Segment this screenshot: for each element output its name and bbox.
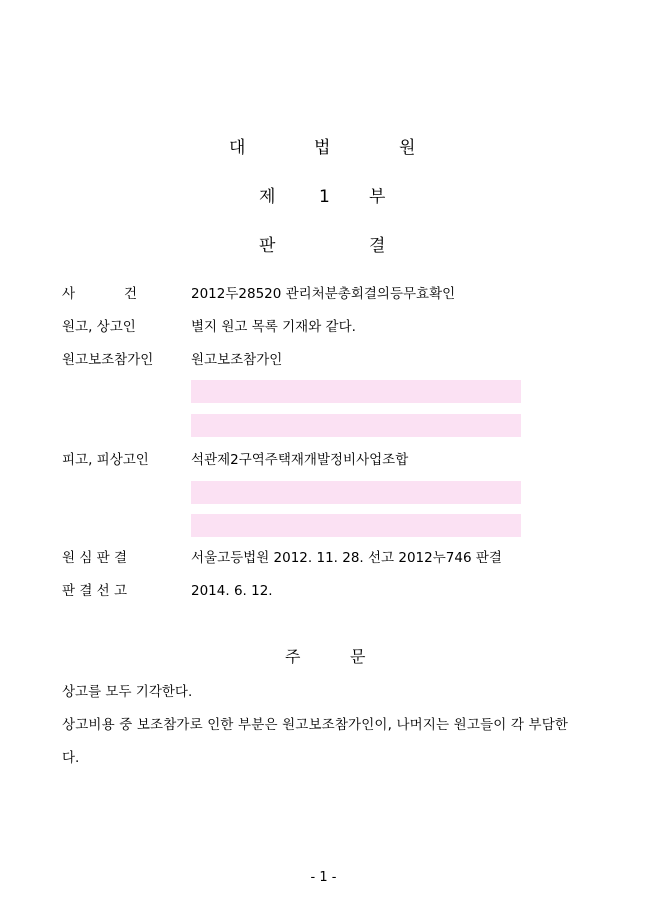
case-label-char-2: 건 [124, 286, 138, 302]
case-number-value: 2012두28520 관리처분총회결의등무효확인 [191, 286, 456, 302]
division-char-1: 제 [259, 187, 276, 207]
judgment-date-value: 2014. 6. 12. [191, 583, 273, 599]
order-line-2: 상고비용 중 보조참가로 인한 부분은 원고보조참가인이, 나머지는 원고들이 각 부담한 [62, 717, 569, 733]
court-name-char-3: 원 [399, 138, 416, 158]
plaintiff-label: 원고, 상고인 [62, 319, 136, 335]
page-number: - 1 - [310, 870, 337, 885]
intervenor-value: 원고보조참가인 [191, 352, 283, 368]
redaction-block [191, 481, 521, 504]
division-char-2: 1 [319, 187, 330, 207]
case-label-char-1: 사 [62, 286, 76, 302]
redaction-block [191, 514, 521, 537]
redaction-block [191, 414, 521, 437]
intervenor-label: 원고보조참가인 [62, 352, 154, 368]
order-line-1: 상고를 모두 기각한다. [62, 684, 193, 700]
judgment-date-label: 판 결 선 고 [62, 583, 128, 599]
doc-type-char-1: 판 [259, 236, 276, 256]
plaintiff-value: 별지 원고 목록 기재와 같다. [191, 319, 356, 335]
order-line-3: 다. [62, 750, 80, 766]
doc-type-char-2: 결 [369, 236, 386, 256]
order-heading-char-2: 문 [350, 647, 366, 666]
court-name-char-2: 법 [314, 138, 331, 158]
lower-court-value: 서울고등법원 2012. 11. 28. 선고 2012누746 판결 [191, 550, 502, 566]
defendant-label: 피고, 피상고인 [62, 452, 149, 468]
defendant-value: 석관제2구역주택재개발정비사업조합 [191, 452, 409, 468]
redaction-block [191, 380, 521, 403]
lower-court-label: 원 심 판 결 [62, 550, 128, 566]
order-heading-char-1: 주 [285, 647, 301, 666]
court-name-char-1: 대 [229, 138, 246, 158]
division-char-3: 부 [369, 187, 386, 207]
